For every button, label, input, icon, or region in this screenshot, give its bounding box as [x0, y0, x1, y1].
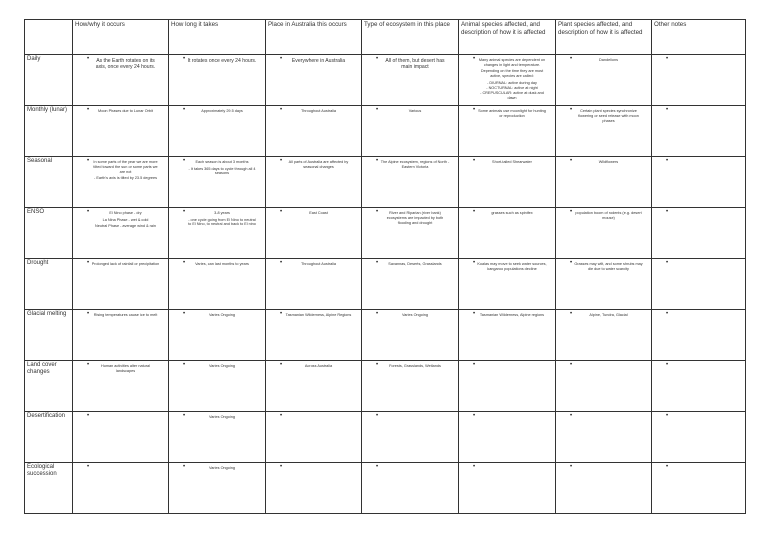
table-row — [25, 310, 746, 361]
bullet-icon: • — [570, 362, 573, 368]
table-cell[interactable] — [459, 157, 556, 208]
bullet-icon: • — [570, 209, 573, 215]
row-label: Desertification — [25, 412, 73, 463]
table-cell[interactable] — [459, 208, 556, 259]
bullet-icon: • — [183, 464, 186, 470]
bullet-icon: • — [87, 260, 90, 266]
table-row — [25, 208, 746, 259]
cell-text: Some animals use moonlight for hunting or reproduction — [478, 109, 546, 118]
table-cell[interactable] — [459, 412, 556, 463]
table-cell[interactable] — [362, 55, 459, 106]
table-cell[interactable] — [73, 361, 169, 412]
row-label: Ecological succession — [25, 463, 73, 514]
cell-text: The Alpine ecosystem, regions of North - Eastern Victoria — [380, 160, 450, 169]
table-cell[interactable] — [556, 55, 652, 106]
bullet-icon: • — [87, 56, 90, 62]
bullet-icon: • — [376, 464, 379, 470]
table-cell[interactable] — [362, 259, 459, 310]
table-cell[interactable] — [652, 310, 746, 361]
bullet-icon: • — [473, 107, 476, 113]
bullet-icon: • — [183, 413, 186, 419]
bullet-icon: • — [87, 413, 90, 419]
table-cell[interactable] — [652, 106, 746, 157]
bullet-icon: • — [280, 260, 283, 266]
cell-text: River and Riparian (river bank) ecosystems are impacted by both flooding and drought — [386, 211, 444, 225]
table-cell[interactable] — [266, 106, 362, 157]
table-cell[interactable] — [362, 208, 459, 259]
cell-text: Savannas, Deserts, Grasslands — [388, 262, 442, 266]
cell-text: Forests, Grasslands, Wetlands — [389, 364, 441, 368]
cell-text: Throughout Australia — [300, 109, 337, 113]
bullet-icon: • — [376, 56, 379, 62]
cell-text: Dandelions — [599, 58, 618, 62]
bullet-icon: • — [183, 107, 186, 113]
table-cell[interactable] — [169, 55, 266, 106]
table-cell[interactable] — [73, 55, 169, 106]
table-cell[interactable] — [652, 259, 746, 310]
bullet-icon: • — [183, 311, 186, 317]
row-label: Drought — [25, 259, 73, 310]
bullet-icon: • — [87, 158, 90, 164]
bullet-icon: • — [666, 209, 669, 215]
cell-text: Everywhere in Australia — [291, 58, 346, 64]
bullet-icon: • — [473, 413, 476, 419]
cell-text: Neutral Phase - average wind & rain — [95, 224, 156, 228]
cell-text: Varies Ongoing — [402, 313, 428, 317]
cell-text: Tasmanian Wilderness, Alpine regions — [479, 313, 545, 317]
table-cell[interactable] — [459, 463, 556, 514]
bullet-icon: • — [376, 260, 379, 266]
cell-text: Alpine, Tundra, Glacial — [589, 313, 628, 317]
bullet-icon: • — [570, 311, 573, 317]
table-cell[interactable] — [73, 208, 169, 259]
table-cell[interactable] — [556, 208, 652, 259]
cell-text: Across Australia — [304, 364, 333, 368]
table-row — [25, 412, 746, 463]
cell-text: - It takes 365 days to cycle through all 4 seasons — [188, 166, 256, 176]
table-cell[interactable] — [556, 259, 652, 310]
table-cell[interactable] — [362, 463, 459, 514]
cell-text: grasses such as spinifex — [491, 211, 533, 215]
cell-text: All parts of Australia are affected by seasonal changes — [288, 160, 349, 169]
bullet-icon: • — [666, 56, 669, 62]
cell-text: - one cycle going from El Nino to neutral to El Nino, to neutral and back to El nino — [188, 217, 256, 227]
cell-text: Varies, can last months to years — [195, 262, 249, 266]
cell-text: Prolonged lack of rainfall or precipitation — [91, 262, 160, 266]
row-label: ENSO — [25, 208, 73, 259]
cell-text: Rising temperatures cause ice to melt — [93, 313, 158, 317]
cell-text: Approximately 29.5 days — [201, 109, 243, 113]
cell-text: La Nina Phase - wet & cold — [102, 217, 149, 222]
bullet-icon: • — [473, 56, 476, 62]
table-cell[interactable] — [652, 463, 746, 514]
table-cell[interactable] — [556, 412, 652, 463]
bullet-icon: • — [473, 209, 476, 215]
table-row — [25, 259, 746, 310]
cell-text: Varies Ongoing — [209, 415, 235, 419]
cell-text: Throughout Australia — [300, 262, 337, 266]
table-cell[interactable] — [169, 259, 266, 310]
bullet-icon: • — [376, 209, 379, 215]
table-cell[interactable] — [556, 157, 652, 208]
bullet-icon: • — [666, 413, 669, 419]
cell-text: Tasmanian Wilderness, Alpine Regions — [285, 313, 352, 317]
bullet-icon: • — [87, 464, 90, 470]
cell-text: Many animal species are dependent on changes in light and temperature. — [478, 58, 546, 67]
bullet-icon: • — [376, 107, 379, 113]
table-cell[interactable] — [556, 310, 652, 361]
cycles-table — [24, 19, 746, 514]
column-header: How long it takes — [169, 20, 266, 55]
table-cell[interactable] — [73, 259, 169, 310]
cell-text: Short-tailed Shearwater — [492, 160, 532, 164]
table-cell[interactable] — [362, 310, 459, 361]
table-cell[interactable] — [169, 361, 266, 412]
table-cell[interactable] — [652, 412, 746, 463]
table-cell[interactable] — [652, 55, 746, 106]
table-cell[interactable] — [266, 463, 362, 514]
cell-text: East Coast — [309, 211, 328, 215]
row-label: Monthly (lunar) — [25, 106, 73, 157]
bullet-icon: • — [280, 158, 283, 164]
row-label: Daily — [25, 55, 73, 106]
bullet-icon: • — [280, 107, 283, 113]
column-header — [25, 20, 73, 55]
cell-text: Varies Ongoing — [209, 364, 235, 368]
cell-text: Varies Ongoing — [209, 313, 235, 317]
cell-text: All of them, but desert has main impact — [385, 58, 445, 70]
table-cell[interactable] — [266, 259, 362, 310]
table-cell[interactable] — [169, 463, 266, 514]
cell-text: Grasses may wilt, and some shrubs may die due to water scarcity — [574, 262, 643, 271]
column-header: Type of ecosystem in this place — [362, 20, 459, 55]
table-cell[interactable] — [652, 157, 746, 208]
cell-text: Certain plant species synchronize flowering or seed release with moon phases — [578, 109, 639, 123]
table-cell[interactable] — [169, 412, 266, 463]
cell-text: Various — [408, 109, 422, 113]
cell-text: - DIURNAL: active during day - NOCTURNAL: active at night - CREPUSCULAR: active at dusk and dawn — [480, 80, 544, 100]
table-row — [25, 361, 746, 412]
bullet-icon: • — [376, 158, 379, 164]
cell-text: - Earth's axis is tilted by 23.5 degrees — [94, 176, 157, 181]
cell-text: population boom of rodents (e.g. desert mouse) — [575, 211, 642, 220]
bullet-icon: • — [570, 464, 573, 470]
cell-text: Depending on the time they are most active, species are called: — [480, 69, 544, 79]
cell-text: Koalas may move to seek water sources, kangaroo populations decline — [477, 262, 547, 271]
bullet-icon: • — [280, 56, 283, 62]
bullet-icon: • — [376, 362, 379, 368]
table-cell[interactable] — [652, 208, 746, 259]
table-cell[interactable] — [556, 361, 652, 412]
table-cell[interactable] — [556, 463, 652, 514]
table-row — [25, 55, 746, 106]
table-row — [25, 463, 746, 514]
table-cell[interactable] — [652, 361, 746, 412]
bullet-icon: • — [666, 158, 669, 164]
table-cell[interactable] — [73, 463, 169, 514]
row-label: Glacial melting — [25, 310, 73, 361]
bullet-icon: • — [666, 362, 669, 368]
table-cell[interactable] — [266, 157, 362, 208]
bullet-icon: • — [87, 209, 90, 215]
column-header: Other notes — [652, 20, 746, 55]
bullet-icon: • — [280, 311, 283, 317]
bullet-icon: • — [473, 158, 476, 164]
bullet-icon: • — [183, 260, 186, 266]
header-row — [25, 20, 746, 55]
bullet-icon: • — [87, 311, 90, 317]
bullet-icon: • — [570, 107, 573, 113]
table-cell[interactable] — [362, 157, 459, 208]
table-row — [25, 157, 746, 208]
table-cell[interactable] — [169, 310, 266, 361]
table-cell[interactable] — [556, 106, 652, 157]
bullet-icon: • — [183, 158, 186, 164]
table-cell[interactable] — [266, 208, 362, 259]
bullet-icon: • — [280, 209, 283, 215]
table-cell[interactable] — [169, 106, 266, 157]
table-cell[interactable] — [266, 361, 362, 412]
row-label: Seasonal — [25, 157, 73, 208]
bullet-icon: • — [280, 413, 283, 419]
table-cell[interactable] — [73, 310, 169, 361]
bullet-icon: • — [570, 413, 573, 419]
row-label: Land cover changes — [25, 361, 73, 412]
bullet-icon: • — [183, 362, 186, 368]
bullet-icon: • — [87, 107, 90, 113]
table-cell[interactable] — [459, 361, 556, 412]
table-cell[interactable] — [459, 106, 556, 157]
table-cell[interactable] — [362, 412, 459, 463]
bullet-icon: • — [280, 362, 283, 368]
table-cell[interactable] — [169, 208, 266, 259]
bullet-icon: • — [666, 311, 669, 317]
table-cell[interactable] — [459, 310, 556, 361]
cell-text: Human activities alter natural landscapes — [101, 364, 150, 373]
cell-text: Each season is about 3 months — [195, 160, 249, 164]
bullet-icon: • — [376, 311, 379, 317]
table-cell[interactable] — [266, 310, 362, 361]
bullet-icon: • — [666, 464, 669, 470]
bullet-icon: • — [473, 362, 476, 368]
table-row — [25, 106, 746, 157]
bullet-icon: • — [473, 311, 476, 317]
table-cell[interactable] — [266, 55, 362, 106]
cell-text: Wildflowers — [598, 160, 619, 164]
column-header: Plant species affected, and description of how it is affected — [556, 20, 652, 55]
table-cell[interactable] — [459, 259, 556, 310]
bullet-icon: • — [280, 464, 283, 470]
bullet-icon: • — [473, 464, 476, 470]
bullet-icon: • — [473, 260, 476, 266]
cell-text: In some parts of the year we are more tilted toward the sun or some parts we are not — [93, 160, 158, 174]
bullet-icon: • — [570, 260, 573, 266]
cell-text: 3-8 years — [214, 211, 230, 215]
cell-text: El Nino phase - dry — [109, 211, 142, 215]
column-header: Place in Australia this occurs — [266, 20, 362, 55]
table-cell[interactable] — [362, 361, 459, 412]
table-cell[interactable] — [73, 157, 169, 208]
column-header: Animal species affected, and description of how it is affected — [459, 20, 556, 55]
cell-text: As the Earth rotates on its axis, once every 24 hours. — [95, 58, 156, 70]
table-cell[interactable] — [266, 412, 362, 463]
table-cell[interactable] — [459, 55, 556, 106]
table-cell[interactable] — [73, 106, 169, 157]
cell-text: It rotates once every 24 hours. — [187, 58, 257, 64]
bullet-icon: • — [570, 158, 573, 164]
table-cell[interactable] — [362, 106, 459, 157]
table-cell[interactable] — [73, 412, 169, 463]
bullet-icon: • — [666, 107, 669, 113]
bullet-icon: • — [87, 362, 90, 368]
bullet-icon: • — [183, 56, 186, 62]
table-cell[interactable] — [169, 157, 266, 208]
bullet-icon: • — [570, 56, 573, 62]
cell-text: Moon Phases due to Lunar Orbit — [98, 109, 153, 113]
cell-text: Varies Ongoing — [209, 466, 235, 470]
column-header: How/why it occurs — [73, 20, 169, 55]
bullet-icon: • — [666, 260, 669, 266]
bullet-icon: • — [376, 413, 379, 419]
bullet-icon: • — [183, 209, 186, 215]
